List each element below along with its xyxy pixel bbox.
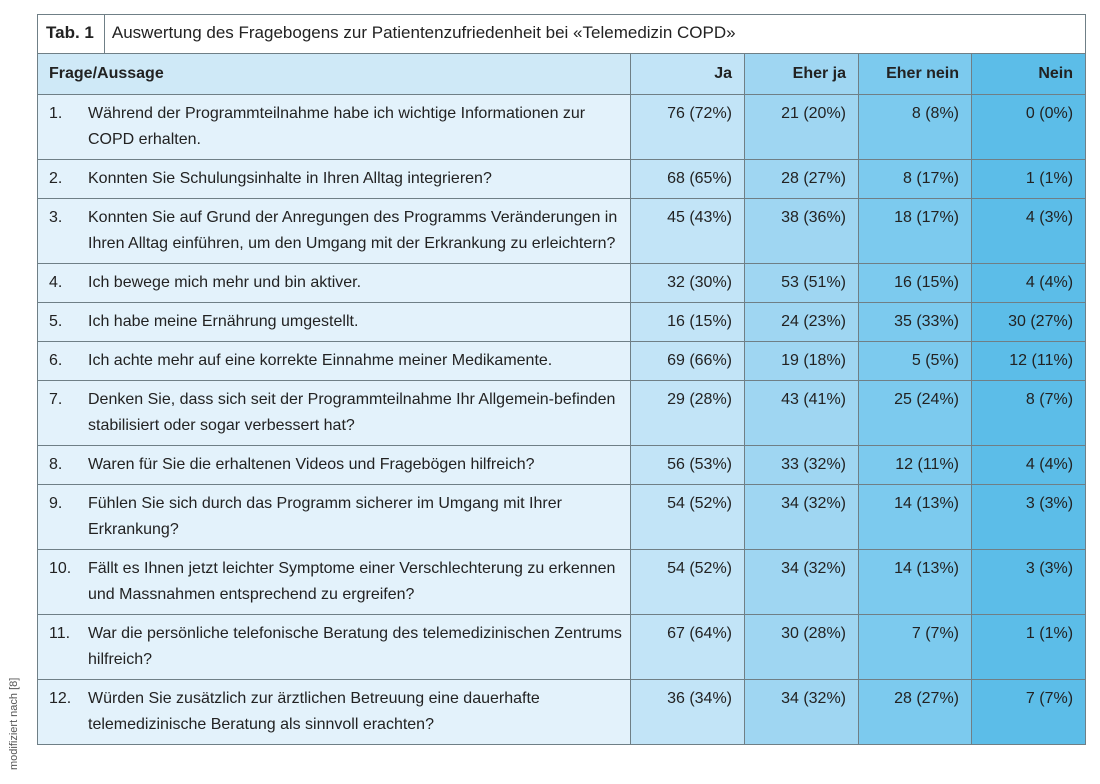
table-row	[38, 550, 1086, 615]
question-text: Konnten Sie auf Grund der Anregungen des Programms Veränderungen in Ihren Alltag einführen, um den Umgang mit der Erkrankung zu erleichtern?	[88, 209, 618, 252]
header-eher-ja: Eher ja	[745, 54, 859, 95]
question-number: 1.	[49, 105, 63, 122]
cell-eher-nein: 18 (17%)	[859, 199, 972, 264]
question-cell	[38, 680, 631, 745]
question-number: 6.	[49, 352, 63, 369]
question-number: 7.	[49, 391, 63, 408]
cell-nein: 3 (3%)	[972, 485, 1086, 550]
cell-nein: 12 (11%)	[972, 342, 1086, 381]
question-cell	[38, 264, 631, 303]
question-number: 11.	[49, 625, 71, 642]
cell-nein: 1 (1%)	[972, 160, 1086, 199]
table-title: Auswertung des Fragebogens zur Patientenzufriedenheit bei «Telemedizin COPD»	[111, 23, 736, 43]
survey-table	[37, 14, 1086, 745]
cell-eher-ja: 28 (27%)	[745, 160, 859, 199]
cell-eher-nein: 28 (27%)	[859, 680, 972, 745]
cell-ja: 68 (65%)	[631, 160, 745, 199]
question-text: Ich habe meine Ernährung umgestellt.	[88, 313, 359, 330]
question-number: 9.	[49, 495, 63, 512]
cell-eher-ja: 43 (41%)	[745, 381, 859, 446]
question-cell	[38, 381, 631, 446]
table-row	[38, 264, 1086, 303]
question-cell	[38, 160, 631, 199]
question-number: 3.	[49, 209, 63, 226]
table-row	[38, 381, 1086, 446]
table-row	[38, 485, 1086, 550]
cell-nein: 4 (3%)	[972, 199, 1086, 264]
question-cell	[38, 303, 631, 342]
question-cell	[38, 485, 631, 550]
cell-eher-ja: 34 (32%)	[745, 485, 859, 550]
cell-ja: 16 (15%)	[631, 303, 745, 342]
question-text: Ich bewege mich mehr und bin aktiver.	[88, 274, 362, 291]
cell-ja: 67 (64%)	[631, 615, 745, 680]
cell-eher-ja: 34 (32%)	[745, 550, 859, 615]
cell-nein: 0 (0%)	[972, 95, 1086, 160]
question-text: Denken Sie, dass sich seit der Programmteilnahme Ihr Allgemein-befinden stabilisiert oder sogar verbessert hat?	[88, 391, 616, 434]
cell-ja: 69 (66%)	[631, 342, 745, 381]
cell-nein: 1 (1%)	[972, 615, 1086, 680]
cell-eher-nein: 8 (17%)	[859, 160, 972, 199]
question-text: Würden Sie zusätzlich zur ärztlichen Betreuung eine dauerhafte telemedizinische Beratung als sinnvoll erachten?	[88, 690, 540, 733]
header-row	[38, 54, 1086, 95]
cell-eher-ja: 53 (51%)	[745, 264, 859, 303]
question-text: Fällt es Ihnen jetzt leichter Symptome einer Verschlechterung zu erkennen und Massnahmen entsprechend zu ergreifen?	[88, 560, 616, 603]
question-number: 4.	[49, 274, 63, 291]
header-question: Frage/Aussage	[38, 54, 631, 95]
table-row	[38, 160, 1086, 199]
cell-nein: 8 (7%)	[972, 381, 1086, 446]
question-number: 5.	[49, 313, 63, 330]
cell-ja: 29 (28%)	[631, 381, 745, 446]
question-text: Konnten Sie Schulungsinhalte in Ihren Alltag integrieren?	[88, 170, 492, 187]
question-text: Während der Programmteilnahme habe ich wichtige Informationen zur COPD erhalten.	[88, 105, 586, 148]
question-text: Waren für Sie die erhaltenen Videos und Fragebögen hilfreich?	[88, 456, 535, 473]
question-cell	[38, 342, 631, 381]
source-note	[6, 620, 26, 770]
question-cell	[38, 615, 631, 680]
cell-ja: 32 (30%)	[631, 264, 745, 303]
cell-eher-nein: 14 (13%)	[859, 550, 972, 615]
question-number: 12.	[49, 690, 72, 707]
header-ja: Ja	[631, 54, 745, 95]
question-cell	[38, 95, 631, 160]
cell-eher-ja: 19 (18%)	[745, 342, 859, 381]
cell-eher-ja: 30 (28%)	[745, 615, 859, 680]
cell-eher-nein: 16 (15%)	[859, 264, 972, 303]
cell-nein: 4 (4%)	[972, 264, 1086, 303]
question-number: 10.	[49, 560, 72, 577]
cell-eher-ja: 34 (32%)	[745, 680, 859, 745]
table-row	[38, 342, 1086, 381]
table-row	[38, 95, 1086, 160]
table-row	[38, 303, 1086, 342]
table-row	[38, 680, 1086, 745]
cell-eher-nein: 12 (11%)	[859, 446, 972, 485]
table-label: Tab. 1	[46, 23, 94, 43]
header-eher-nein: Eher nein	[859, 54, 972, 95]
cell-eher-ja: 38 (36%)	[745, 199, 859, 264]
cell-ja: 54 (52%)	[631, 485, 745, 550]
cell-eher-nein: 8 (8%)	[859, 95, 972, 160]
cell-nein: 30 (27%)	[972, 303, 1086, 342]
cell-eher-ja: 24 (23%)	[745, 303, 859, 342]
table-row	[38, 615, 1086, 680]
table-caption	[38, 15, 1086, 54]
question-text: Ich achte mehr auf eine korrekte Einnahme meiner Medikamente.	[88, 352, 553, 369]
cell-eher-ja: 21 (20%)	[745, 95, 859, 160]
source-note-text: modifiziert nach [8]	[8, 677, 20, 770]
cell-ja: 45 (43%)	[631, 199, 745, 264]
table-row	[38, 199, 1086, 264]
question-cell	[38, 199, 631, 264]
question-text: Fühlen Sie sich durch das Programm sicherer im Umgang mit Ihrer Erkrankung?	[88, 495, 562, 538]
cell-nein: 7 (7%)	[972, 680, 1086, 745]
cell-ja: 36 (34%)	[631, 680, 745, 745]
question-cell	[38, 550, 631, 615]
cell-eher-nein: 25 (24%)	[859, 381, 972, 446]
cell-nein: 3 (3%)	[972, 550, 1086, 615]
cell-eher-nein: 35 (33%)	[859, 303, 972, 342]
cell-eher-nein: 5 (5%)	[859, 342, 972, 381]
question-number: 2.	[49, 170, 63, 187]
cell-eher-ja: 33 (32%)	[745, 446, 859, 485]
table-row	[38, 446, 1086, 485]
header-nein: Nein	[972, 54, 1086, 95]
cell-eher-nein: 14 (13%)	[859, 485, 972, 550]
cell-eher-nein: 7 (7%)	[859, 615, 972, 680]
question-number: 8.	[49, 456, 63, 473]
question-cell	[38, 446, 631, 485]
cell-ja: 54 (52%)	[631, 550, 745, 615]
question-text: War die persönliche telefonische Beratung des telemedizinischen Zentrums hilfreich?	[88, 625, 622, 668]
cell-nein: 4 (4%)	[972, 446, 1086, 485]
cell-ja: 56 (53%)	[631, 446, 745, 485]
cell-ja: 76 (72%)	[631, 95, 745, 160]
